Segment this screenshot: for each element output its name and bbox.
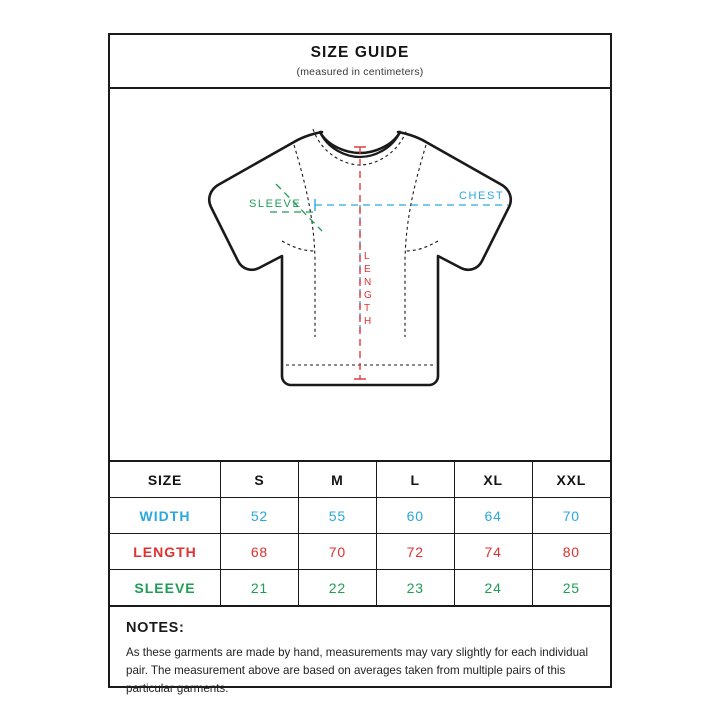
cell-length-l: 72 xyxy=(376,534,454,570)
notes-title: NOTES: xyxy=(126,620,185,636)
cell-width-l: 60 xyxy=(376,498,454,534)
table-header-cell: L xyxy=(376,462,454,498)
cell-sleeve-l: 23 xyxy=(376,570,454,606)
cell-sleeve-xxl: 25 xyxy=(532,570,610,606)
cell-length-xl: 74 xyxy=(454,534,532,570)
table-header-row xyxy=(110,462,610,498)
tshirt-diagram xyxy=(110,89,610,462)
size-table xyxy=(110,462,610,605)
cell-length-m: 70 xyxy=(298,534,376,570)
page-title: SIZE GUIDE xyxy=(310,44,410,62)
cell-width-m: 55 xyxy=(298,498,376,534)
sleeve-label: SLEEVE xyxy=(249,198,302,210)
card-header xyxy=(110,35,610,89)
cell-sleeve-s: 21 xyxy=(221,570,299,606)
row-label-sleeve: SLEEVE xyxy=(110,570,221,606)
page-subtitle: (measured in centimeters) xyxy=(296,65,424,78)
cell-width-xxl: 70 xyxy=(532,498,610,534)
tshirt-svg xyxy=(110,89,610,460)
length-label-n: N xyxy=(364,277,372,288)
table-header-cell: XL xyxy=(454,462,532,498)
table-row xyxy=(110,498,610,534)
cell-sleeve-xl: 24 xyxy=(454,570,532,606)
notes-body: As these garments are made by hand, measurements may vary slightly for each individual pair. The measurement above are based on averages taken from multiple pairs of this particular garments. xyxy=(126,646,589,695)
cell-length-s: 68 xyxy=(221,534,299,570)
table-row xyxy=(110,570,610,606)
length-label-e: E xyxy=(364,264,371,275)
length-label-t: T xyxy=(364,303,371,314)
table-header-cell: S xyxy=(221,462,299,498)
table-header-cell: SIZE xyxy=(110,462,221,498)
length-label-h: H xyxy=(364,316,372,327)
row-label-width: WIDTH xyxy=(110,498,221,534)
row-label-length: LENGTH xyxy=(110,534,221,570)
cell-width-xl: 64 xyxy=(454,498,532,534)
cell-length-xxl: 80 xyxy=(532,534,610,570)
length-label-g: G xyxy=(364,290,372,301)
cell-width-s: 52 xyxy=(221,498,299,534)
length-label-l: L xyxy=(364,251,370,262)
cell-sleeve-m: 22 xyxy=(298,570,376,606)
notes-section xyxy=(110,607,610,708)
size-guide-card xyxy=(108,33,612,695)
table-row xyxy=(110,534,610,570)
table-header-cell: M xyxy=(298,462,376,498)
size-table-wrap xyxy=(110,462,610,607)
table-header-cell: XXL xyxy=(532,462,610,498)
chest-label: CHEST xyxy=(459,190,505,202)
